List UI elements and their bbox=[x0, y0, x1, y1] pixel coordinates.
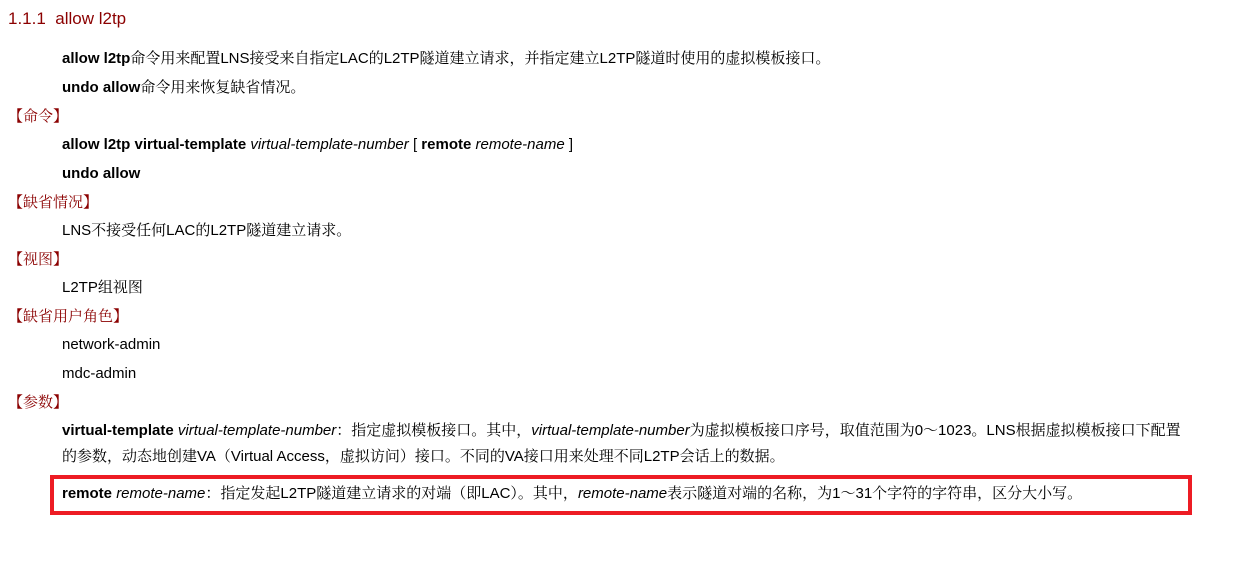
param-arg-virtual-template-number: virtual-template-number bbox=[177, 422, 337, 439]
param-arg-remote-name-2: remote-name bbox=[577, 485, 668, 502]
page-title: 1.1.1 allow l2tp bbox=[8, 9, 127, 28]
view-description: L2TP组视图 bbox=[62, 279, 143, 296]
param-arg-remote-name: remote-name bbox=[116, 485, 206, 502]
intro-paragraph-allow-text: 命令用来配置LNS接受来自指定LAC的L2TP隧道建立请求，并指定建立L2TP隧道时使用的虚拟模板接口。 bbox=[130, 50, 831, 67]
param-virtual-template-text-2: 为虚拟模板接口序号，取值范围为0～1023。LNS根据虚拟模板接口下配置的参数，动态地创建VA（Virtual Access，虚拟访问）接口。不同的VA接口用来处理不同L2TP会话上的数据。 bbox=[62, 422, 1181, 465]
section-label-parameters: 【参数】 bbox=[8, 394, 69, 411]
param-remote-text-2: 表示隧道对端的名称，为1～31个字符的字符串，区分大小写。 bbox=[667, 485, 1083, 502]
syntax-keyword-remote: remote bbox=[421, 136, 476, 153]
syntax-keyword-allow-l2tp-virtual-template: allow l2tp virtual-template bbox=[62, 136, 251, 153]
param-keyword-remote: remote bbox=[62, 485, 117, 502]
syntax-bracket-close: ] bbox=[564, 136, 574, 153]
keyword-undo-allow: undo allow bbox=[62, 79, 141, 96]
section-label-command: 【命令】 bbox=[8, 108, 69, 125]
param-remote-text-1: ：指定发起L2TP隧道建立请求的对端（即LAC）。其中， bbox=[205, 485, 578, 502]
section-label-user-role: 【缺省用户角色】 bbox=[8, 308, 129, 325]
intro-paragraph-undo bbox=[62, 75, 1187, 101]
syntax-keyword-undo-allow: undo allow bbox=[62, 165, 141, 182]
intro-paragraph-undo-text: 命令用来恢复缺省情况。 bbox=[140, 79, 306, 96]
param-arg-virtual-template-number-2: virtual-template-number bbox=[531, 422, 690, 439]
intro-paragraph-allow bbox=[62, 46, 1187, 72]
param-virtual-template-description bbox=[62, 418, 1187, 470]
syntax-bracket-open: [ bbox=[408, 136, 422, 153]
syntax-arg-virtual-template-number: virtual-template-number bbox=[250, 136, 409, 153]
role-network-admin: network-admin bbox=[62, 336, 161, 353]
command-syntax-line bbox=[62, 132, 1187, 158]
section-label-view: 【视图】 bbox=[8, 251, 69, 268]
param-keyword-virtual-template: virtual-template bbox=[62, 422, 178, 439]
default-description: LNS不接受任何LAC的L2TP隧道建立请求。 bbox=[62, 222, 352, 239]
param-virtual-template-text-1: ：指定虚拟模板接口。其中， bbox=[336, 422, 532, 439]
param-remote-description bbox=[62, 481, 1178, 507]
syntax-arg-remote-name: remote-name bbox=[475, 136, 565, 153]
section-label-default: 【缺省情况】 bbox=[8, 194, 99, 211]
red-highlight-box bbox=[50, 475, 1192, 515]
role-mdc-admin: mdc-admin bbox=[62, 365, 137, 382]
keyword-allow-l2tp: allow l2tp bbox=[62, 50, 131, 67]
undo-syntax-line bbox=[62, 161, 1187, 187]
